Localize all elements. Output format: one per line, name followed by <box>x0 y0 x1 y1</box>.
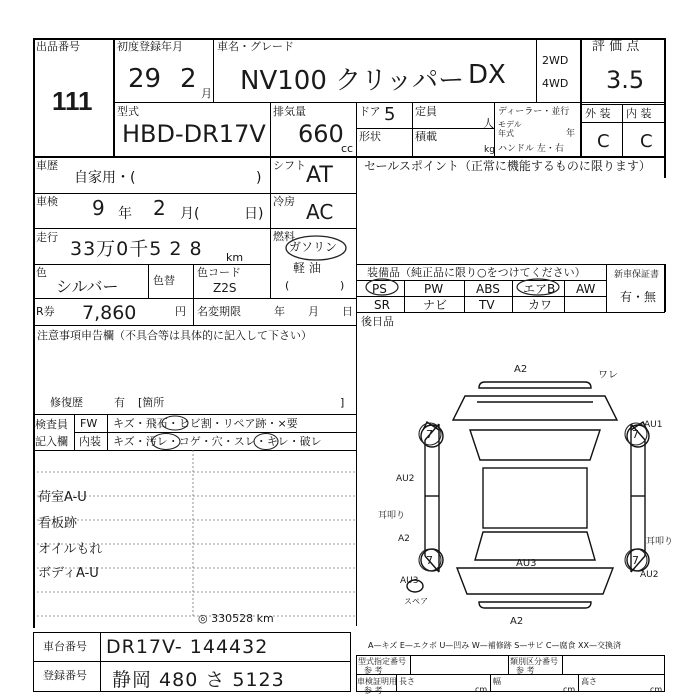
chassis-value: DR17V- 144432 <box>106 636 269 658</box>
drive-2wd: 2WD <box>542 54 569 67</box>
record-label: 記入欄 <box>35 435 68 448</box>
notes-label: 注意事項申告欄（不具合等は具体的に記入して下さい） <box>37 329 312 342</box>
interior-label: 内 装 <box>626 107 652 120</box>
lot-number: 111 <box>52 86 93 116</box>
divider <box>33 228 356 229</box>
divider <box>33 193 356 194</box>
score-label: 評 価 点 <box>592 39 640 54</box>
mark-front-a2: A2 <box>514 364 528 375</box>
divider <box>33 298 356 299</box>
divider <box>508 655 509 674</box>
cert-len-label: 車検証明用 <box>357 677 397 686</box>
type-cert-label: 型式指定番号 <box>358 657 406 666</box>
divider <box>33 264 270 265</box>
ac-value: AC <box>306 200 334 224</box>
model-year-label: モデル <box>498 120 522 129</box>
check-stone-circle <box>160 414 190 432</box>
mark-rear-a2: A2 <box>510 616 524 627</box>
divider <box>270 102 271 156</box>
equip-abs: ABS <box>476 282 500 296</box>
first-reg-year: 29 <box>128 64 162 94</box>
plate-value: 静岡 480 さ 5123 <box>112 669 285 691</box>
mark-circle-tr: 7 <box>632 428 639 441</box>
exterior-label: 外 装 <box>585 107 611 120</box>
equip-leather: カワ <box>528 298 553 312</box>
model-year-label2: 年式 <box>498 129 514 138</box>
recycle-unit: 円 <box>175 305 186 318</box>
width-label: 幅 <box>493 677 501 686</box>
mileage-value: 33万0千5 2 8 <box>70 238 203 260</box>
color-change-label: 色替 <box>153 274 175 287</box>
history-label: 車歴 <box>36 159 58 172</box>
displacement-unit: cc <box>341 142 354 155</box>
divider <box>113 38 115 156</box>
divider <box>33 325 356 326</box>
equip-ps: PS <box>372 282 387 296</box>
name-change-year: 年 <box>274 305 285 318</box>
equip-ps-circle <box>364 277 400 297</box>
shift-label: シフト <box>273 159 306 172</box>
divider <box>33 156 665 158</box>
mark-bl-au3: AU3 <box>400 576 419 586</box>
displacement-label: 排気量 <box>273 105 306 118</box>
equip-airbag-circle <box>515 277 561 297</box>
first-reg-month: 2 <box>180 64 197 94</box>
remark-4: ボディA-U <box>38 566 99 581</box>
ac-label: 冷房 <box>273 195 295 208</box>
odometer-note: ◎ 330528 km <box>198 612 274 625</box>
divider <box>100 632 101 692</box>
divider <box>410 655 411 674</box>
name-change-label: 名変期限 <box>197 305 241 318</box>
divider <box>356 102 357 156</box>
fuel-paren-open: ( <box>285 279 290 292</box>
inspection-month-unit: 月( <box>180 206 200 222</box>
equip-sr: SR <box>374 298 390 312</box>
name-change-month: 月 <box>308 305 319 318</box>
mark-left-ear: 耳叩り <box>378 511 406 521</box>
door-value: 5 <box>384 104 396 125</box>
repair-close: ] <box>340 396 345 409</box>
divider <box>564 280 565 312</box>
cert-ref: 参 考 <box>364 686 383 695</box>
divider <box>74 432 356 433</box>
width-unit: cm <box>563 685 576 694</box>
sales-label: セールスポイント（正常に機能するものに限ります） <box>364 159 651 173</box>
remark-3: オイルもれ <box>38 542 103 557</box>
divider <box>512 280 513 312</box>
frame-left <box>33 38 35 408</box>
equip-pw: PW <box>424 282 444 296</box>
check-row1: キズ・飛石・ヒビ割・リペア跡・×要 <box>113 417 298 430</box>
history-value: 自家用・( <box>74 170 136 186</box>
color-label: 色 <box>36 266 47 279</box>
mileage-label: 走行 <box>36 231 58 244</box>
equip-airbag: エアB <box>523 282 556 296</box>
divider <box>562 655 563 674</box>
capacity-label: 定員 <box>415 105 437 118</box>
remark-2: 看板跡 <box>38 516 78 531</box>
fuel-label: 燃料 <box>273 230 295 243</box>
shape-label: 形状 <box>359 130 381 143</box>
first-reg-label: 初度登録年月 <box>117 40 183 53</box>
inspection-year: 9 <box>92 196 105 220</box>
divider <box>536 38 537 103</box>
name-label: 車名・グレード <box>217 40 294 53</box>
check-row2: キズ・汚レ・コゲ・穴・スレ・キレ・破レ <box>113 435 322 448</box>
mark-left-au2: AU2 <box>396 474 415 484</box>
mark-circle-br: 7 <box>632 554 639 567</box>
inspection-year-unit: 年 <box>118 206 132 222</box>
equipment-label: 装備品（純正品に限り○をつけてください） <box>367 266 586 279</box>
divider <box>213 38 214 103</box>
repair-location: [箇所 <box>138 396 165 409</box>
class-label: 類別区分番号 <box>510 657 558 666</box>
length-unit: cm <box>475 685 488 694</box>
mark-right-ear: 耳叩り <box>646 537 674 547</box>
divider <box>464 280 465 312</box>
height-label: 高さ <box>581 677 597 686</box>
divider <box>356 264 665 265</box>
first-reg-month-unit: 月 <box>201 87 212 100</box>
door-label: ドア <box>359 105 381 118</box>
divider <box>193 264 194 298</box>
divider <box>113 102 664 103</box>
color-code-value: Z2S <box>213 281 237 295</box>
damage-legend: A—キズ E—エクボ U—凹み W—補修跡 S—サビ C—腐食 XX—交換済 <box>368 641 622 650</box>
model-label: 型式 <box>117 105 139 118</box>
mark-front-crack: ワレ <box>598 370 618 381</box>
grade: DX <box>468 60 506 90</box>
check-stain-circle <box>150 432 182 451</box>
recycle-value: 7,860 <box>82 302 137 324</box>
divider <box>356 128 494 129</box>
new-cert-value: 有・無 <box>620 290 657 304</box>
remark-1: 荷室A-U <box>38 490 87 505</box>
divider <box>490 674 491 692</box>
height-unit: cm <box>650 685 663 694</box>
model-value: HBD-DR17V <box>122 120 266 148</box>
plate-label: 登録番号 <box>43 669 87 682</box>
divider <box>33 661 351 662</box>
inspection-day-unit: 日) <box>244 206 264 222</box>
handle-label: ハンドル 左・右 <box>498 144 564 154</box>
later-items-label: 後日品 <box>361 315 394 328</box>
exterior-value: C <box>597 131 610 152</box>
mileage-unit: km <box>226 251 244 264</box>
type-cert-sub: 参 考 <box>364 666 383 675</box>
color-value: シルバー <box>56 277 119 296</box>
inspection-label: 車検 <box>36 195 58 208</box>
name-change-day: 日 <box>342 305 353 318</box>
divider <box>33 414 356 415</box>
mark-spare: スペア <box>404 597 428 606</box>
mark-left-a2: A2 <box>398 534 410 544</box>
mark-center-au3: AU3 <box>516 558 537 569</box>
length-label: 長さ <box>399 677 415 686</box>
check-interior: 内装 <box>79 435 101 448</box>
capacity-unit: 人 <box>483 117 494 130</box>
drive-4wd: 4WD <box>542 77 569 90</box>
diagram-mark-circles <box>418 420 658 580</box>
divider <box>412 102 413 156</box>
divider <box>270 156 271 298</box>
mark-right-au1: AU1 <box>644 420 663 430</box>
interior-value: C <box>640 131 653 152</box>
divider <box>578 674 579 692</box>
divider <box>193 298 194 325</box>
shift-value: AT <box>306 163 333 188</box>
car-name: NV100 クリッパー <box>240 66 465 96</box>
repair-yes: 有 <box>114 396 125 409</box>
divider <box>606 264 607 312</box>
divider <box>580 38 582 156</box>
equip-navi: ナビ <box>423 298 448 312</box>
mark-right-au2: AU2 <box>640 570 659 580</box>
class-sub: 参 考 <box>516 666 535 675</box>
mark-circle-tl: 7 <box>426 428 433 441</box>
inspection-month: 2 <box>153 196 166 220</box>
divider <box>356 312 665 313</box>
dealer-label: ディーラー・並行 <box>498 107 570 117</box>
equip-aw: AW <box>576 282 596 296</box>
load-unit: kg <box>484 145 495 155</box>
new-cert-label: 新車保証書 <box>614 270 660 280</box>
divider <box>622 104 623 156</box>
divider <box>404 280 405 312</box>
chassis-label: 車台番号 <box>43 640 87 653</box>
divider <box>356 674 665 675</box>
lot-label: 出品番号 <box>36 40 80 53</box>
load-label: 積載 <box>415 130 437 143</box>
fuel-circle-mark <box>284 234 348 262</box>
repair-label: 修復歴 <box>50 396 83 409</box>
check-fw: FW <box>80 417 98 430</box>
fuel-gas: ガソリン <box>289 240 338 254</box>
divider <box>356 566 357 626</box>
equip-tv: TV <box>479 298 495 312</box>
score-value: 3.5 <box>606 66 645 94</box>
color-code-label: 色コード <box>197 266 241 279</box>
history-close: ) <box>256 170 262 186</box>
divider <box>664 264 666 312</box>
displacement-value: 660 <box>298 120 344 148</box>
fuel-paren-close: ) <box>340 279 345 292</box>
inspector-label: 検査員 <box>35 418 68 431</box>
check-wear-circle <box>252 432 280 451</box>
frame-left-lower <box>33 408 35 628</box>
mark-circle-bl: 7 <box>426 554 433 567</box>
fuel-diesel: 軽 油 <box>293 261 321 275</box>
divider <box>148 264 149 298</box>
model-year-unit: 年 <box>566 129 576 139</box>
recycle-label: R券 <box>36 305 55 318</box>
